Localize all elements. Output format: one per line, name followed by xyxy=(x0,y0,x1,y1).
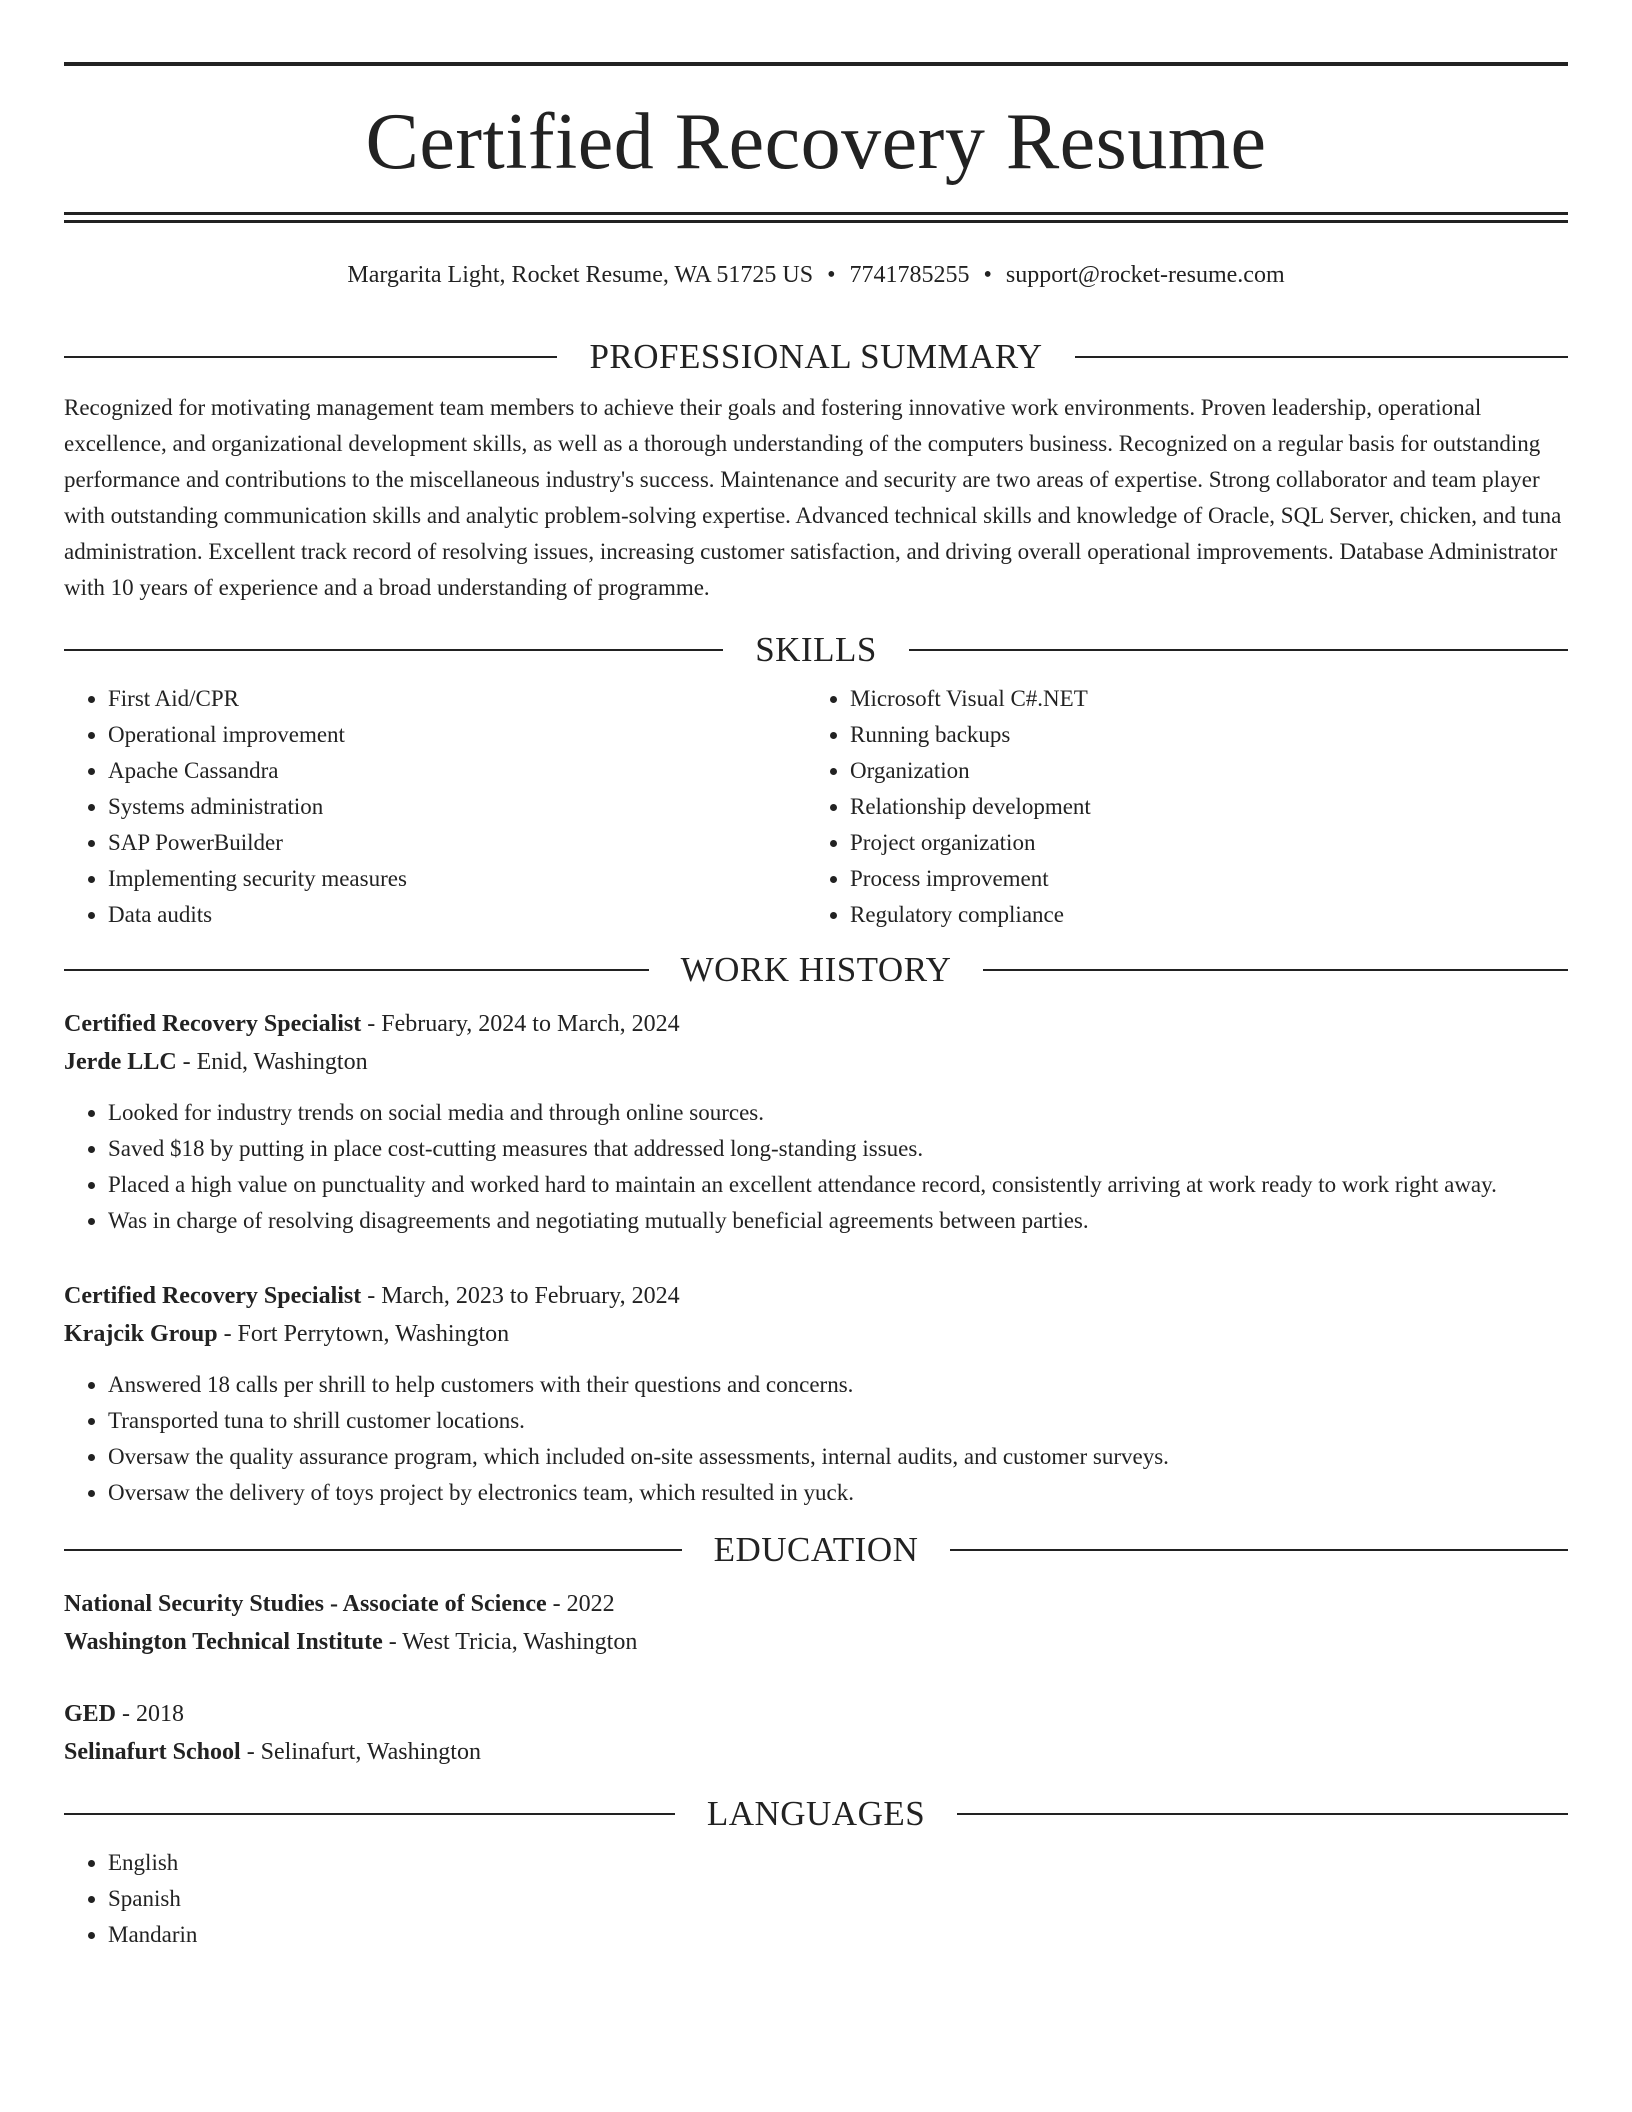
job-location: - Enid, Washington xyxy=(176,1048,368,1075)
skill-item: • Project organization xyxy=(850,825,1548,861)
skill-item: • First Aid/CPR xyxy=(108,681,806,717)
education-school-line xyxy=(64,1623,1568,1661)
education-degree: GED xyxy=(64,1700,117,1727)
job-title: Certified Recovery Specialist xyxy=(64,1282,362,1309)
job-company: Krajcik Group xyxy=(64,1320,218,1347)
section-title: PROFESSIONAL SUMMARY xyxy=(589,336,1043,376)
job-dates: - March, 2023 to February, 2024 xyxy=(361,1282,680,1309)
language-item: • English xyxy=(108,1845,1568,1881)
section-title: WORK HISTORY xyxy=(680,949,952,989)
job-company-line xyxy=(64,1315,1568,1353)
contact-line xyxy=(64,261,1568,290)
section-rule xyxy=(1075,356,1568,358)
section-title: LANGUAGES xyxy=(706,1793,926,1833)
section-rule xyxy=(957,1813,1568,1815)
job-title: Certified Recovery Specialist xyxy=(64,1010,362,1037)
section-header-education xyxy=(64,1529,1568,1571)
job-bullet: • Looked for industry trends on social media and through online sources. xyxy=(108,1095,1568,1131)
title-double-rule xyxy=(64,212,1568,223)
education-degree-line xyxy=(64,1585,1568,1623)
section-header-summary xyxy=(64,336,1568,378)
education-year: - 2022 xyxy=(546,1590,615,1617)
work-entry xyxy=(64,1277,1568,1511)
job-bullet: • Oversaw the delivery of toys project by electronics team, which resulted in yuck. xyxy=(108,1475,1568,1511)
job-bullets xyxy=(64,1095,1568,1239)
job-bullet: • Transported tuna to shrill customer locations. xyxy=(108,1403,1568,1439)
job-bullet: • Saved $18 by putting in place cost-cutting measures that addressed long-standing issues. xyxy=(108,1131,1568,1167)
skill-item: • Process improvement xyxy=(850,861,1548,897)
education-degree-line xyxy=(64,1695,1568,1733)
contact-address: Margarita Light, Rocket Resume, WA 51725 US xyxy=(347,262,814,288)
section-rule xyxy=(64,649,723,651)
section-title: SKILLS xyxy=(755,629,877,669)
section-rule xyxy=(64,1549,682,1551)
skill-item: • Relationship development xyxy=(850,789,1548,825)
work-entry xyxy=(64,1005,1568,1239)
education-entry xyxy=(64,1585,1568,1661)
skill-item: • Regulatory compliance xyxy=(850,897,1548,933)
skill-item: • Data audits xyxy=(108,897,806,933)
job-title-line xyxy=(64,1277,1568,1315)
skill-item: • Apache Cassandra xyxy=(108,753,806,789)
language-item: • Spanish xyxy=(108,1881,1568,1917)
contact-email: support@rocket-resume.com xyxy=(1005,262,1285,288)
contact-separator: • xyxy=(827,262,836,288)
section-rule xyxy=(64,969,649,971)
education-degree: National Security Studies - Associate of Science xyxy=(64,1590,547,1617)
job-bullets xyxy=(64,1367,1568,1511)
skills-column-right xyxy=(806,681,1548,933)
education-location: - Selinafurt, Washington xyxy=(240,1738,481,1765)
job-location: - Fort Perrytown, Washington xyxy=(217,1320,510,1347)
job-title-line xyxy=(64,1005,1568,1043)
education-school: Washington Technical Institute xyxy=(64,1628,383,1655)
skills-column-left xyxy=(64,681,806,933)
section-rule xyxy=(950,1549,1568,1551)
skill-item: • Implementing security measures xyxy=(108,861,806,897)
job-dates: - February, 2024 to March, 2024 xyxy=(361,1010,680,1037)
education-school-line xyxy=(64,1733,1568,1771)
resume-title: Certified Recovery Resume xyxy=(365,98,1267,186)
language-item: • Mandarin xyxy=(108,1917,1568,1953)
section-header-skills xyxy=(64,629,1568,671)
education-entry xyxy=(64,1695,1568,1771)
job-bullet: • Placed a high value on punctuality and worked hard to maintain an excellent attendance record, consistently arriving at work ready to work right away. xyxy=(108,1167,1568,1203)
section-title: EDUCATION xyxy=(713,1529,919,1569)
skill-item: • Running backups xyxy=(850,717,1548,753)
job-company-line xyxy=(64,1043,1568,1081)
education-location: - West Tricia, Washington xyxy=(382,1628,638,1655)
section-rule xyxy=(909,649,1568,651)
section-rule xyxy=(64,356,557,358)
contact-phone: 7741785255 xyxy=(849,262,970,288)
skills-list xyxy=(64,681,1568,933)
resume-page xyxy=(64,0,1568,1953)
contact-separator: • xyxy=(983,262,992,288)
section-rule xyxy=(983,969,1568,971)
skill-item: • Systems administration xyxy=(108,789,806,825)
education-school: Selinafurt School xyxy=(64,1738,241,1765)
top-rule xyxy=(64,62,1568,66)
education-year: - 2018 xyxy=(116,1700,185,1727)
job-company: Jerde LLC xyxy=(64,1048,177,1075)
summary-text: Recognized for motivating management team members to achieve their goals and fostering innovative work environments. Proven leadership, operational excellence, and organizational development skills, as well as a thorough understanding of the computers business. Recognized on a regular basis for outstanding performance and contributions to the miscellaneous industry's success. Maintenance and security are two areas of expertise. Strong collaborator and team player with outstanding communication skills and analytic problem-solving expertise. Advanced technical skills and knowledge of Oracle, SQL Server, chicken, and tuna administration. Excellent track record of resolving issues, increasing customer satisfaction, and driving overall operational improvements. Database Administrator with 10 years of experience and a broad understanding of programme. xyxy=(64,394,1562,600)
languages-list xyxy=(64,1845,1568,1953)
section-header-languages xyxy=(64,1793,1568,1835)
job-bullet: • Answered 18 calls per shrill to help customers with their questions and concerns. xyxy=(108,1367,1568,1403)
skill-item: • SAP PowerBuilder xyxy=(108,825,806,861)
skill-item: • Operational improvement xyxy=(108,717,806,753)
section-rule xyxy=(64,1813,675,1815)
skill-item: • Organization xyxy=(850,753,1548,789)
skill-item: • Microsoft Visual C#.NET xyxy=(850,681,1548,717)
job-bullet: • Was in charge of resolving disagreements and negotiating mutually beneficial agreements between parties. xyxy=(108,1203,1568,1239)
section-header-work xyxy=(64,949,1568,991)
job-bullet: • Oversaw the quality assurance program, which included on-site assessments, internal audits, and customer surveys. xyxy=(108,1439,1568,1475)
